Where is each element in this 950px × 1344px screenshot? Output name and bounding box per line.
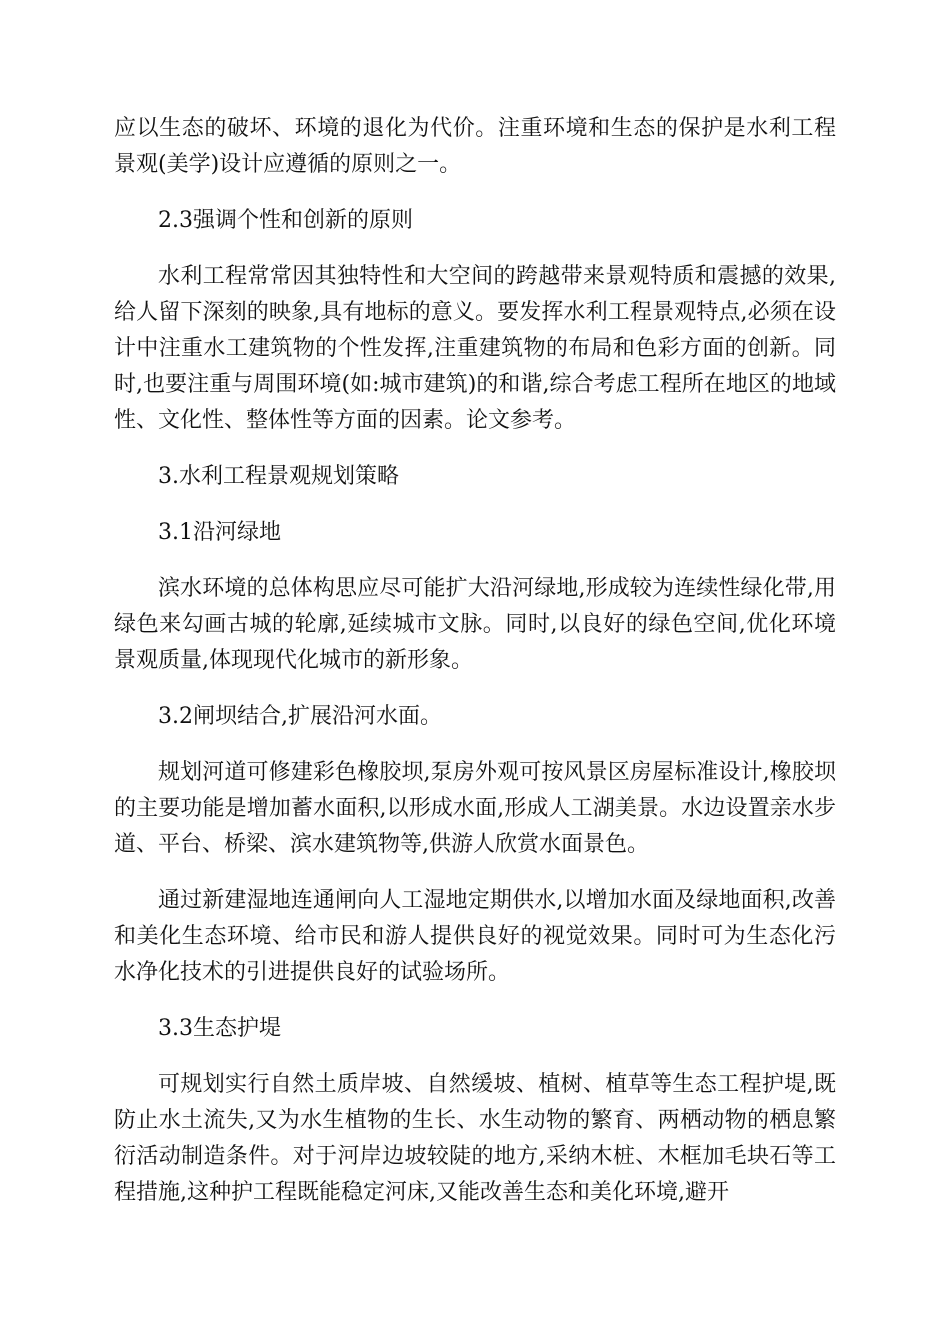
paragraph-continued: 应以生态的破坏、环境的退化为代价。注重环境和生态的保护是水利工程景观(美学)设计应遵循的原则之一。 bbox=[114, 116, 836, 177]
paragraph: 滨水环境的总体构思应尽可能扩大沿河绿地,形成较为连续性绿化带,用绿色来勾画古城的轮廓,延续城市文脉。同时,以良好的绿色空间,优化环境景观质量,体现现代化城市的新形象。 bbox=[114, 576, 836, 673]
paragraph: 通过新建湿地连通闸向人工湿地定期供水,以增加水面及绿地面积,改善和美化生态环境、给市民和游人提供良好的视觉效果。同时可为生态化污水净化技术的引进提供良好的试验场所。 bbox=[114, 888, 836, 985]
section-heading-3: 3.水利工程景观规划策略 bbox=[158, 464, 399, 489]
paragraph: 水利工程常常因其独特性和大空间的跨越带来景观特质和震撼的效果,给人留下深刻的映象,具有地标的意义。要发挥水利工程景观特点,必须在设计中注重水工建筑物的个性发挥,注重建筑物的布局和色彩方面的创新。同时,也要注重与周围环境(如:城市建筑)的和谐,综合考虑工程所在地区的地域性、文化性、整体性等方面的因素。论文参考。 bbox=[114, 264, 836, 433]
document-body bbox=[114, 111, 836, 1231]
paragraph: 可规划实行自然土质岸坡、自然缓坡、植树、植草等生态工程护堤,既防止水土流失,又为水生植物的生长、水生动物的繁育、两栖动物的栖息繁衍活动制造条件。对于河岸边坡较陡的地方,采纳木桩、木框加毛块石等工程措施,这种护工程既能稳定河床,又能改善生态和美化环境,避开 bbox=[114, 1072, 836, 1205]
paragraph: 规划河道可修建彩色橡胶坝,泵房外观可按风景区房屋标准设计,橡胶坝的主要功能是增加蓄水面积,以形成水面,形成人工湖美景。水边设置亲水步道、平台、桥梁、滨水建筑物等,供游人欣赏水面景色。 bbox=[114, 760, 836, 857]
section-heading-3-2: 3.2闸坝结合,扩展沿河水面。 bbox=[158, 704, 442, 729]
section-heading-3-1: 3.1沿河绿地 bbox=[158, 520, 281, 545]
section-heading-2-3: 2.3强调个性和创新的原则 bbox=[158, 208, 413, 233]
section-heading-3-3: 3.3生态护堤 bbox=[158, 1016, 281, 1041]
